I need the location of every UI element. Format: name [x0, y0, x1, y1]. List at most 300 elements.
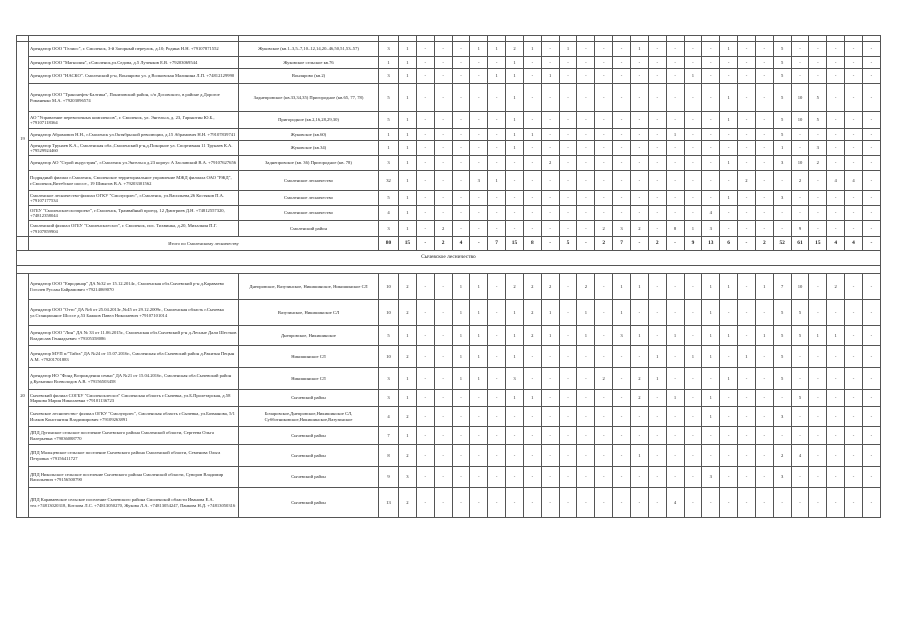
- value-cell: -: [755, 129, 773, 141]
- value-cell: 5: [773, 112, 791, 129]
- location-cell: Жуковское (кв.1–3,5–7,10–12,14,20–46,50,51,53–57): [239, 42, 379, 57]
- value-cell: -: [755, 346, 773, 368]
- value-cell: -: [559, 368, 577, 390]
- value-cell: -: [613, 69, 631, 84]
- value-cell: -: [684, 141, 702, 156]
- value-cell: 13: [379, 488, 399, 518]
- value-cell: 2: [630, 221, 648, 237]
- value-cell: -: [541, 57, 559, 69]
- value-cell: -: [523, 156, 541, 171]
- value-cell: -: [648, 171, 666, 191]
- value-cell: 1: [613, 300, 631, 326]
- value-cell: -: [666, 368, 684, 390]
- value-cell: -: [845, 300, 863, 326]
- value-cell: -: [755, 112, 773, 129]
- value-cell: 5: [773, 300, 791, 326]
- value-cell: -: [559, 445, 577, 467]
- value-cell: -: [506, 171, 524, 191]
- location-cell: Никишинское СЛ: [239, 368, 379, 390]
- value-cell: -: [434, 141, 452, 156]
- value-cell: 5: [773, 69, 791, 84]
- value-cell: -: [755, 368, 773, 390]
- value-cell: -: [845, 467, 863, 488]
- value-cell: -: [559, 407, 577, 427]
- value-cell: -: [720, 69, 738, 84]
- value-cell: -: [827, 368, 845, 390]
- value-cell: 2: [809, 156, 827, 171]
- value-cell: -: [416, 407, 434, 427]
- value-cell: 1: [702, 326, 720, 346]
- table-row: [17, 129, 881, 141]
- value-cell: -: [523, 368, 541, 390]
- value-cell: 1: [577, 326, 595, 346]
- value-cell: 10: [791, 112, 809, 129]
- table-row: [17, 326, 881, 346]
- total-label: Итого по Смоленскому лесничеству: [29, 237, 379, 251]
- value-cell: -: [595, 57, 613, 69]
- value-cell: -: [416, 467, 434, 488]
- value-cell: -: [541, 407, 559, 427]
- value-cell: 2: [399, 300, 417, 326]
- value-cell: -: [702, 84, 720, 112]
- organization-cell: Арендатор ООО "Евродинар" ДА №32 от 15.12.2014г., Смоленская обл.Сычевский р-н д.Караваево Гоголев Руслан Байрамович +79214069070: [29, 274, 239, 300]
- value-cell: -: [755, 42, 773, 57]
- value-cell: -: [809, 346, 827, 368]
- value-cell: -: [506, 191, 524, 206]
- value-cell: -: [595, 346, 613, 368]
- value-cell: 1: [399, 69, 417, 84]
- location-cell: Пригородное (кв.2,16,28,29,30): [239, 112, 379, 129]
- value-cell: -: [809, 274, 827, 300]
- value-cell: 1: [452, 346, 470, 368]
- value-cell: 4: [845, 171, 863, 191]
- value-cell: -: [791, 57, 809, 69]
- value-cell: -: [684, 390, 702, 407]
- value-cell: -: [541, 467, 559, 488]
- value-cell: -: [666, 171, 684, 191]
- value-cell: -: [684, 191, 702, 206]
- value-cell: 2: [506, 42, 524, 57]
- value-cell: 5: [379, 191, 399, 206]
- value-cell: -: [684, 112, 702, 129]
- value-cell: -: [666, 206, 684, 221]
- value-cell: -: [416, 274, 434, 300]
- value-cell: -: [862, 407, 880, 427]
- value-cell: -: [470, 467, 488, 488]
- value-cell: -: [684, 407, 702, 427]
- location-cell: Смоленское лесничество: [239, 191, 379, 206]
- value-cell: 1: [523, 129, 541, 141]
- value-cell: -: [666, 42, 684, 57]
- organization-cell: ОГБУ "Смоленсклесхозпроект", г.Смоленск, Трамвайный проезд, 12 Дмитриев Д.Н. +74812557320, +74812358044: [29, 206, 239, 221]
- value-cell: 5: [791, 326, 809, 346]
- value-cell: -: [827, 445, 845, 467]
- value-cell: 1: [541, 300, 559, 326]
- value-cell: -: [862, 427, 880, 445]
- value-cell: 4: [379, 206, 399, 221]
- value-cell: -: [791, 191, 809, 206]
- value-cell: -: [791, 129, 809, 141]
- value-cell: -: [827, 221, 845, 237]
- value-cell: 1: [452, 274, 470, 300]
- value-cell: -: [470, 57, 488, 69]
- value-cell: -: [755, 488, 773, 518]
- value-cell: -: [452, 42, 470, 57]
- value-cell: -: [595, 42, 613, 57]
- value-cell: -: [577, 221, 595, 237]
- organization-cell: Арендатор АО "Строй индустрия", г.Смоленск ул.Энгельса д.23 корпус А Заславский В.А. +79107627656: [29, 156, 239, 171]
- value-cell: -: [845, 191, 863, 206]
- value-cell: -: [577, 488, 595, 518]
- total-value-cell: -: [470, 237, 488, 251]
- value-cell: -: [720, 171, 738, 191]
- value-cell: 1: [559, 42, 577, 57]
- value-cell: -: [648, 129, 666, 141]
- value-cell: -: [416, 69, 434, 84]
- value-cell: -: [845, 42, 863, 57]
- value-cell: -: [791, 368, 809, 390]
- value-cell: -: [523, 69, 541, 84]
- value-cell: 1: [720, 191, 738, 206]
- total-value-cell: 9: [684, 237, 702, 251]
- value-cell: -: [488, 300, 506, 326]
- value-cell: 5: [773, 42, 791, 57]
- value-cell: 10: [379, 274, 399, 300]
- value-cell: -: [809, 368, 827, 390]
- value-cell: 1: [684, 221, 702, 237]
- value-cell: -: [470, 141, 488, 156]
- value-cell: -: [738, 206, 756, 221]
- value-cell: -: [416, 191, 434, 206]
- value-cell: -: [434, 390, 452, 407]
- value-cell: -: [506, 407, 524, 427]
- value-cell: -: [434, 112, 452, 129]
- value-cell: -: [613, 57, 631, 69]
- value-cell: -: [845, 488, 863, 518]
- value-cell: 1: [506, 390, 524, 407]
- value-cell: -: [791, 42, 809, 57]
- value-cell: -: [541, 171, 559, 191]
- total-value-cell: -: [541, 237, 559, 251]
- location-cell: Сычевский район: [239, 390, 379, 407]
- location-cell: Заднепровское (кв. 36) Пригородное (кв. 78): [239, 156, 379, 171]
- value-cell: -: [541, 112, 559, 129]
- value-cell: -: [648, 326, 666, 346]
- value-cell: -: [684, 274, 702, 300]
- value-cell: -: [577, 84, 595, 112]
- location-cell: Смоленский район: [239, 221, 379, 237]
- organization-cell: Арендатор ООО "НАСКО". Смоленский р-н, Вонлярово ул. д Волковская Малинина Л.П. +74812129990: [29, 69, 239, 84]
- value-cell: 3: [506, 368, 524, 390]
- table-row: [17, 69, 881, 84]
- value-cell: 2: [738, 171, 756, 191]
- value-cell: -: [577, 69, 595, 84]
- value-cell: -: [577, 427, 595, 445]
- value-cell: -: [452, 156, 470, 171]
- total-value-cell: 7: [488, 237, 506, 251]
- value-cell: -: [416, 84, 434, 112]
- value-cell: -: [577, 129, 595, 141]
- value-cell: -: [666, 112, 684, 129]
- value-cell: 3: [379, 69, 399, 84]
- value-cell: -: [827, 141, 845, 156]
- value-cell: -: [416, 427, 434, 445]
- value-cell: -: [630, 467, 648, 488]
- value-cell: 1: [720, 42, 738, 57]
- value-cell: -: [630, 84, 648, 112]
- value-cell: 1: [399, 84, 417, 112]
- value-cell: -: [809, 171, 827, 191]
- value-cell: 2: [827, 274, 845, 300]
- value-cell: 3: [613, 326, 631, 346]
- value-cell: -: [595, 112, 613, 129]
- value-cell: -: [755, 300, 773, 326]
- value-cell: -: [577, 156, 595, 171]
- value-cell: -: [559, 274, 577, 300]
- value-cell: -: [827, 84, 845, 112]
- value-cell: -: [738, 427, 756, 445]
- value-cell: -: [702, 427, 720, 445]
- total-value-cell: 5: [559, 237, 577, 251]
- value-cell: -: [684, 488, 702, 518]
- value-cell: -: [862, 191, 880, 206]
- value-cell: -: [541, 129, 559, 141]
- value-cell: -: [845, 69, 863, 84]
- value-cell: 1: [379, 129, 399, 141]
- value-cell: -: [827, 112, 845, 129]
- value-cell: 2: [399, 346, 417, 368]
- value-cell: -: [648, 445, 666, 467]
- value-cell: -: [666, 84, 684, 112]
- value-cell: -: [523, 346, 541, 368]
- organization-cell: Арендатор МУП п/"Тайга" ДА №24 от 15.07.2016г., Смоленская обл.Сычевский район д.Ракитня Пецын А.М. +79201701883: [29, 346, 239, 368]
- value-cell: -: [523, 407, 541, 427]
- value-cell: 1: [399, 57, 417, 69]
- value-cell: 5: [773, 368, 791, 390]
- value-cell: -: [755, 221, 773, 237]
- value-cell: 1: [630, 42, 648, 57]
- location-cell: Сычевский район: [239, 467, 379, 488]
- value-cell: -: [541, 84, 559, 112]
- value-cell: 1: [399, 221, 417, 237]
- value-cell: -: [648, 390, 666, 407]
- value-cell: -: [470, 445, 488, 467]
- value-cell: -: [827, 407, 845, 427]
- value-cell: -: [595, 171, 613, 191]
- value-cell: -: [648, 191, 666, 206]
- value-cell: -: [720, 467, 738, 488]
- value-cell: -: [648, 467, 666, 488]
- value-cell: 1: [452, 326, 470, 346]
- table-row: [17, 467, 881, 488]
- value-cell: 5: [773, 57, 791, 69]
- value-cell: -: [559, 112, 577, 129]
- value-cell: -: [470, 84, 488, 112]
- value-cell: 3: [399, 467, 417, 488]
- value-cell: -: [684, 156, 702, 171]
- value-cell: -: [827, 206, 845, 221]
- value-cell: -: [416, 206, 434, 221]
- value-cell: -: [827, 57, 845, 69]
- table-row: [17, 112, 881, 129]
- value-cell: -: [648, 42, 666, 57]
- value-cell: -: [666, 156, 684, 171]
- value-cell: -: [595, 427, 613, 445]
- value-cell: -: [577, 206, 595, 221]
- value-cell: -: [577, 42, 595, 57]
- value-cell: -: [523, 488, 541, 518]
- value-cell: -: [738, 42, 756, 57]
- total-value-cell: 2: [648, 237, 666, 251]
- table-row: [17, 390, 881, 407]
- value-cell: -: [434, 300, 452, 326]
- value-cell: 2: [595, 368, 613, 390]
- organization-cell: Смоленский филиал ОГБУ "Смоленсклесхоз", г. Смоленск, пос. Тихвинка, д.20, Михалкин П.Г. +79107859904: [29, 221, 239, 237]
- location-cell: Жуковское (кв.60): [239, 129, 379, 141]
- value-cell: -: [559, 57, 577, 69]
- value-cell: 2: [523, 326, 541, 346]
- organization-cell: ДПД Дугинское сельское поселение Сычевского района Смоленской области, Сергеева Ольга Валерьевна +79036088770: [29, 427, 239, 445]
- value-cell: -: [702, 171, 720, 191]
- value-cell: 3: [702, 221, 720, 237]
- total-value-cell: 15: [506, 237, 524, 251]
- value-cell: -: [559, 206, 577, 221]
- value-cell: -: [809, 129, 827, 141]
- value-cell: 1: [399, 390, 417, 407]
- value-cell: -: [613, 141, 631, 156]
- value-cell: -: [809, 57, 827, 69]
- value-cell: -: [613, 407, 631, 427]
- value-cell: -: [595, 141, 613, 156]
- value-cell: -: [630, 129, 648, 141]
- value-cell: -: [595, 488, 613, 518]
- value-cell: -: [827, 300, 845, 326]
- location-cell: Сычевский район: [239, 488, 379, 518]
- value-cell: -: [559, 141, 577, 156]
- value-cell: -: [684, 84, 702, 112]
- value-cell: -: [845, 407, 863, 427]
- value-cell: 1: [666, 390, 684, 407]
- value-cell: -: [541, 390, 559, 407]
- value-cell: 1: [399, 191, 417, 206]
- value-cell: -: [684, 42, 702, 57]
- value-cell: -: [791, 488, 809, 518]
- value-cell: 4: [666, 488, 684, 518]
- value-cell: -: [452, 57, 470, 69]
- value-cell: -: [845, 346, 863, 368]
- value-cell: -: [738, 84, 756, 112]
- value-cell: -: [541, 427, 559, 445]
- value-cell: 5: [773, 84, 791, 112]
- value-cell: -: [809, 407, 827, 427]
- value-cell: 10: [379, 346, 399, 368]
- table-row: [17, 274, 881, 300]
- value-cell: -: [809, 445, 827, 467]
- total-value-cell: 6: [720, 237, 738, 251]
- value-cell: 2: [577, 274, 595, 300]
- value-cell: 5: [773, 326, 791, 346]
- organization-cell: Подрядный филиал г.Смоленск, Смоленское территориальное управление МЖД филиала ОАО "РЖД", г.Смоленск,Витебское шоссе., 19 Шмыгов В.А. +79203301562: [29, 171, 239, 191]
- value-cell: -: [577, 171, 595, 191]
- value-cell: -: [416, 112, 434, 129]
- value-cell: -: [827, 427, 845, 445]
- value-cell: -: [452, 141, 470, 156]
- organization-cell: Сычевское лесничество- филиал ОГКУ "Смолупрлес", Смоленская область г.Сычевка, ул.Бачманова, 5/1 Исаков Константин Владимирович +79109263891: [29, 407, 239, 427]
- value-cell: -: [452, 407, 470, 427]
- value-cell: -: [630, 407, 648, 427]
- value-cell: -: [630, 156, 648, 171]
- value-cell: -: [434, 274, 452, 300]
- value-cell: -: [666, 467, 684, 488]
- value-cell: -: [416, 221, 434, 237]
- value-cell: -: [809, 206, 827, 221]
- value-cell: -: [666, 274, 684, 300]
- value-cell: -: [470, 191, 488, 206]
- value-cell: -: [702, 112, 720, 129]
- table-row: [17, 141, 881, 156]
- value-cell: -: [702, 488, 720, 518]
- value-cell: -: [488, 129, 506, 141]
- value-cell: 1: [506, 346, 524, 368]
- value-cell: 1: [630, 445, 648, 467]
- location-cell: Жуковское (кв.34): [239, 141, 379, 156]
- value-cell: -: [648, 274, 666, 300]
- value-cell: 1: [702, 407, 720, 427]
- value-cell: 1: [702, 390, 720, 407]
- total-value-cell: 52: [773, 237, 791, 251]
- table-row: [17, 57, 881, 69]
- value-cell: 9: [379, 467, 399, 488]
- value-cell: -: [738, 156, 756, 171]
- value-cell: -: [416, 488, 434, 518]
- value-cell: -: [845, 390, 863, 407]
- organization-cell: Арендатор ООО "Магнолия", г.Смоленск,ул.Седова, д.5 Лученков Е.В. +79203069544: [29, 57, 239, 69]
- value-cell: -: [684, 326, 702, 346]
- value-cell: 2: [523, 274, 541, 300]
- value-cell: 1: [399, 129, 417, 141]
- value-cell: -: [738, 390, 756, 407]
- value-cell: 1: [630, 274, 648, 300]
- value-cell: -: [559, 390, 577, 407]
- value-cell: -: [523, 191, 541, 206]
- value-cell: -: [862, 206, 880, 221]
- table-row: [17, 346, 881, 368]
- value-cell: -: [862, 57, 880, 69]
- value-cell: -: [559, 300, 577, 326]
- table-row: [17, 206, 881, 221]
- value-cell: -: [862, 274, 880, 300]
- value-cell: -: [452, 191, 470, 206]
- value-cell: -: [862, 368, 880, 390]
- value-cell: -: [827, 467, 845, 488]
- group-number: 20: [17, 274, 29, 518]
- value-cell: -: [666, 445, 684, 467]
- value-cell: -: [827, 390, 845, 407]
- value-cell: 1: [523, 42, 541, 57]
- value-cell: 1: [827, 326, 845, 346]
- value-cell: -: [755, 206, 773, 221]
- table-row: [17, 156, 881, 171]
- value-cell: -: [613, 445, 631, 467]
- value-cell: -: [666, 427, 684, 445]
- value-cell: 3: [470, 171, 488, 191]
- value-cell: -: [755, 141, 773, 156]
- value-cell: 1: [470, 300, 488, 326]
- value-cell: -: [523, 221, 541, 237]
- value-cell: -: [523, 467, 541, 488]
- value-cell: -: [720, 129, 738, 141]
- value-cell: 10: [791, 84, 809, 112]
